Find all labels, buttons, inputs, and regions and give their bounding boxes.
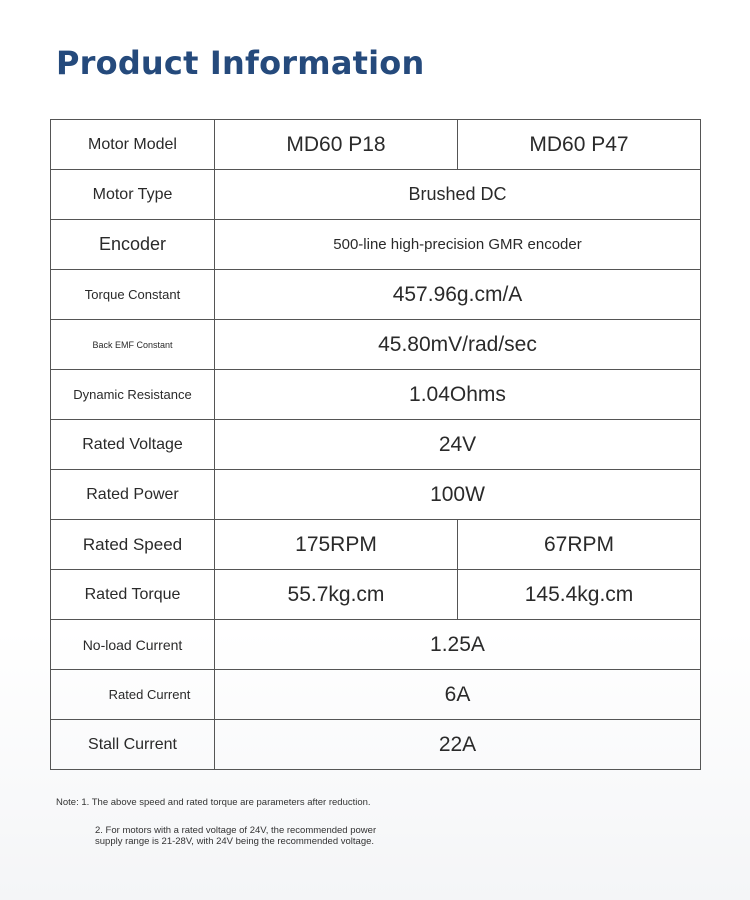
table-row [51, 570, 701, 620]
row-value: 22A [215, 720, 701, 770]
row-value: Brushed DC [215, 170, 701, 220]
row-label: No-load Current [51, 620, 215, 670]
note-1: Note: 1. The above speed and rated torque are parameters after reduction. [56, 797, 371, 808]
row-label: Stall Current [51, 720, 215, 770]
note-2: 2. For motors with a rated voltage of 24V, the recommended power supply range is 21-28V, with 24V being the recommended voltage. [95, 825, 377, 847]
row-value: 24V [215, 420, 701, 470]
table-row [51, 120, 701, 170]
row-value: 1.25A [215, 620, 701, 670]
row-value: MD60 P47 [458, 120, 701, 170]
row-value: 45.80mV/rad/sec [215, 320, 701, 370]
row-value: 175RPM [215, 520, 458, 570]
table-row [51, 420, 701, 470]
table-row [51, 320, 701, 370]
row-label: Back EMF Constant [51, 320, 215, 370]
row-value: 457.96g.cm/A [215, 270, 701, 320]
table-row [51, 470, 701, 520]
row-value: 6A [215, 670, 701, 720]
row-label: Rated Current [51, 670, 215, 720]
row-label: Motor Type [51, 170, 215, 220]
row-label: Torque Constant [51, 270, 215, 320]
table-row [51, 520, 701, 570]
row-value: MD60 P18 [215, 120, 458, 170]
row-label: Rated Power [51, 470, 215, 520]
row-label: Rated Voltage [51, 420, 215, 470]
row-value: 145.4kg.cm [458, 570, 701, 620]
row-label: Encoder [51, 220, 215, 270]
table-row [51, 670, 701, 720]
table-row [51, 370, 701, 420]
row-value: 500-line high-precision GMR encoder [215, 220, 701, 270]
row-value: 1.04Ohms [215, 370, 701, 420]
table-row [51, 620, 701, 670]
row-label: Rated Speed [51, 520, 215, 570]
table-row [51, 220, 701, 270]
notes [56, 797, 395, 847]
table-row [51, 270, 701, 320]
row-value: 55.7kg.cm [215, 570, 458, 620]
row-value: 100W [215, 470, 701, 520]
spec-table [50, 119, 701, 770]
row-value: 67RPM [458, 520, 701, 570]
row-label: Dynamic Resistance [51, 370, 215, 420]
row-label: Motor Model [51, 120, 215, 170]
row-label: Rated Torque [51, 570, 215, 620]
page-title: Product Information [56, 44, 425, 82]
table-row [51, 170, 701, 220]
table-row [51, 720, 701, 770]
